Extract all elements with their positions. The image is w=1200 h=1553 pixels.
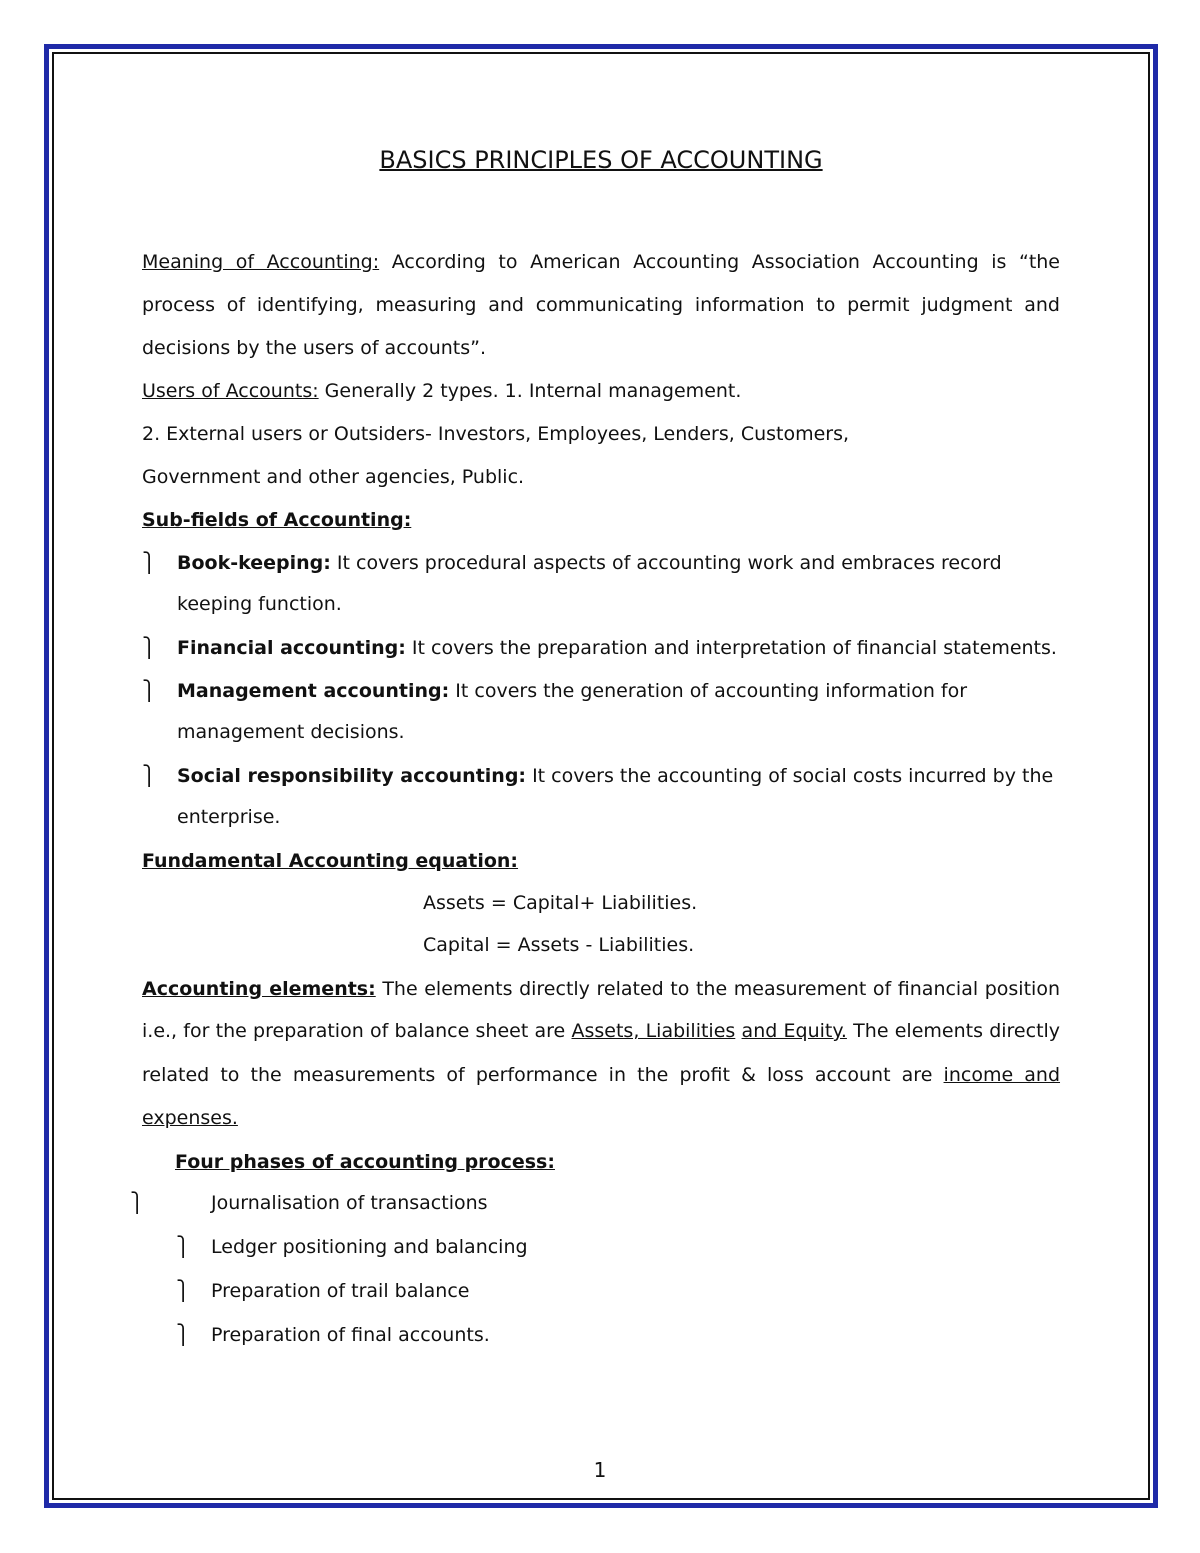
subfield-term: Social responsibility accounting: xyxy=(177,765,527,787)
elements-equity: and Equity. xyxy=(741,1020,847,1042)
users-line-1 xyxy=(142,378,1060,404)
bullet-icon: ⎫ xyxy=(142,637,157,659)
meaning-line-1 xyxy=(142,249,1060,275)
meaning-text-1: According to American Accounting Association Accounting is “the xyxy=(391,251,1060,273)
bullet-icon: ⎫ xyxy=(142,552,157,574)
phase-item: Ledger positioning and balancing xyxy=(211,1236,528,1258)
elements-text-2b: The elements directly xyxy=(853,1020,1061,1042)
meaning-heading: Meaning of Accounting: xyxy=(142,251,380,273)
subfield-term: Financial accounting: xyxy=(177,637,406,659)
users-heading: Users of Accounts: xyxy=(142,380,319,402)
elements-line-3 xyxy=(142,1062,1060,1088)
subfield-text: It covers procedural aspects of accounting work and embraces record xyxy=(336,552,1002,574)
equation-heading-text: Fundamental Accounting equation: xyxy=(142,850,519,872)
meaning-line-3: decisions by the users of accounts”. xyxy=(142,337,487,359)
phases-heading xyxy=(175,1149,1060,1175)
equation-heading xyxy=(142,848,1060,874)
elements-line-2 xyxy=(142,1018,1060,1044)
bullet-icon: ⎫ xyxy=(142,680,157,702)
subfield-text: It covers the preparation and interpretation of financial statements. xyxy=(411,637,1057,659)
subfield-item-financial xyxy=(177,635,1060,661)
equation-capital: Capital = Assets - Liabilities. xyxy=(423,934,695,956)
subfield-term: Management accounting: xyxy=(177,680,450,702)
subfields-heading xyxy=(142,507,1060,533)
subfield-item-management xyxy=(177,678,1060,704)
page-number: 1 xyxy=(593,1458,607,1482)
elements-line-1 xyxy=(142,976,1060,1002)
subfield-text: It covers the generation of accounting information for xyxy=(455,680,968,702)
subfield-item-bookkeeping xyxy=(177,550,1060,576)
elements-income: income and xyxy=(943,1064,1061,1086)
users-text-1: Generally 2 types. 1. Internal management. xyxy=(324,380,742,402)
phase-item: Preparation of trail balance xyxy=(211,1280,470,1302)
elements-expenses: expenses. xyxy=(142,1107,238,1129)
elements-text-1: The elements directly related to the measurement of financial position xyxy=(382,978,1060,1000)
subfields-heading-text: Sub-fields of Accounting: xyxy=(142,509,412,531)
elements-heading: Accounting elements: xyxy=(142,978,376,1000)
users-line-2: 2. External users or Outsiders- Investors, Employees, Lenders, Customers, xyxy=(142,423,850,445)
document-page xyxy=(130,0,1061,1553)
subfield-text: It covers the accounting of social costs incurred by the xyxy=(532,765,1054,787)
users-line-3: Government and other agencies, Public. xyxy=(142,466,525,488)
subfield-item-social xyxy=(177,763,1060,789)
elements-text-3a: related to the measurements of performance in the profit & loss account are xyxy=(142,1064,933,1086)
subfield-item-bookkeeping-cont: keeping function. xyxy=(177,593,342,615)
phase-item: Preparation of final accounts. xyxy=(211,1324,490,1346)
page-title: BASICS PRINCIPLES OF ACCOUNTING xyxy=(379,146,823,174)
bullet-icon: ⎫ xyxy=(176,1236,191,1258)
elements-text-2a: i.e., for the preparation of balance sheet are xyxy=(142,1020,566,1042)
elements-line-4 xyxy=(142,1105,1060,1131)
meaning-line-2: process of identifying, measuring and communicating information to permit judgment and xyxy=(142,294,1060,316)
bullet-icon: ⎫ xyxy=(142,765,157,787)
bullet-icon: ⎫ xyxy=(176,1280,191,1302)
subfield-term: Book-keeping: xyxy=(177,552,331,574)
bullet-icon: ⎫ xyxy=(130,1192,145,1214)
subfield-item-management-cont: management decisions. xyxy=(177,721,405,743)
bullet-icon: ⎫ xyxy=(176,1324,191,1346)
elements-balance-items: Assets, Liabilities xyxy=(571,1020,736,1042)
phases-heading-text: Four phases of accounting process: xyxy=(175,1151,555,1173)
subfield-item-social-cont: enterprise. xyxy=(177,806,281,828)
equation-assets: Assets = Capital+ Liabilities. xyxy=(423,892,698,914)
phase-item: Journalisation of transactions xyxy=(211,1192,488,1214)
